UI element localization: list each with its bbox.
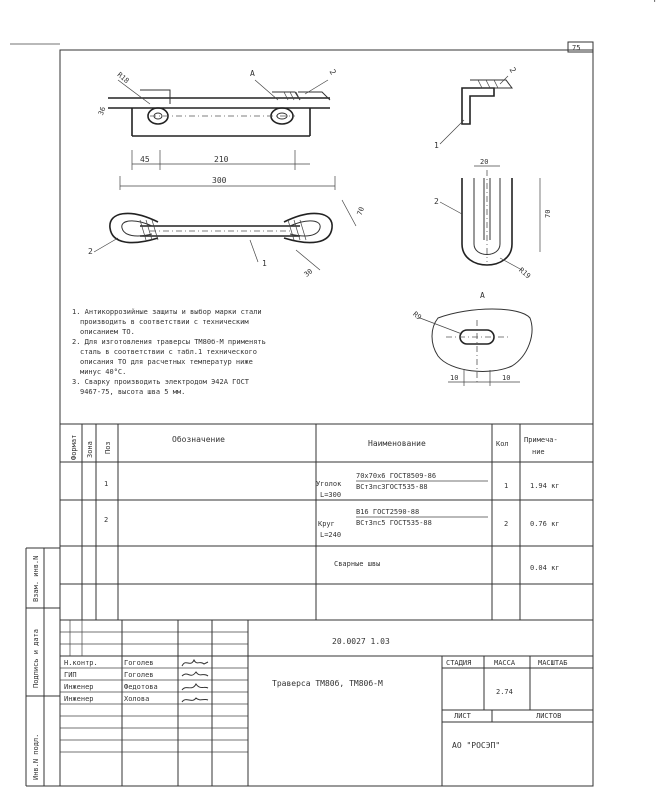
note-line: описания ТО для расчетных температур ниже bbox=[80, 358, 253, 366]
row2-length: L=240 bbox=[320, 531, 342, 539]
note-line: сталь в соответствии с табл.1 технического bbox=[80, 348, 258, 356]
title-block bbox=[60, 620, 593, 786]
signer-role: ГИП bbox=[64, 671, 77, 679]
mass-value: 2.74 bbox=[496, 688, 513, 696]
mass-label: МАССА bbox=[494, 659, 516, 667]
row1-spec-top: 70х70х6 ГОСТ8509-86 bbox=[356, 472, 437, 480]
dim-70-side: 70 bbox=[544, 209, 552, 218]
row2-name: Круг bbox=[318, 520, 335, 528]
pos-2-top: 2 bbox=[327, 67, 338, 77]
stamp-inv-original: Инв.N подл. bbox=[32, 733, 40, 780]
sheets-label: ЛИСТОВ bbox=[536, 712, 562, 720]
pos-2-side: 2 bbox=[507, 65, 518, 75]
signer-name: Гоголев bbox=[124, 659, 154, 667]
stamp-signature-date: Подпись и дата bbox=[32, 628, 40, 688]
pos-1-side: 1 bbox=[434, 141, 439, 150]
dim-36: 36 bbox=[96, 105, 108, 117]
sheet-number: 75 bbox=[572, 44, 581, 52]
header-note-1: Примеча- bbox=[524, 436, 558, 444]
pos-2-left: 2 bbox=[88, 247, 93, 256]
organization: АО "РОСЭП" bbox=[452, 741, 501, 750]
stage-label: СТАДИЯ bbox=[446, 659, 472, 667]
note-line: 2. Для изготовления траверсы ТМ80б-М применять bbox=[72, 338, 266, 346]
scale-label: МАСШТАБ bbox=[538, 659, 568, 667]
dim-30: 30 bbox=[302, 267, 315, 279]
header-zone: Зона bbox=[86, 441, 94, 458]
dim-r18: R18 bbox=[115, 70, 131, 86]
view-bottom bbox=[88, 200, 366, 279]
dim-r9: R9 bbox=[411, 310, 423, 322]
technical-notes bbox=[72, 308, 266, 396]
signer-name: Федотова bbox=[124, 683, 158, 691]
row2-spec-bottom: ВСт3пс5 ГОСТ535-88 bbox=[356, 519, 432, 527]
row3-name: Сварные швы bbox=[334, 560, 381, 568]
document-code: 20.0027 1.03 bbox=[332, 637, 390, 646]
row1-name: Уголок bbox=[316, 480, 342, 488]
dim-r19: R19 bbox=[517, 266, 533, 281]
header-note-2: ние bbox=[532, 448, 545, 456]
row3-note: 0.04 кг bbox=[530, 564, 560, 572]
dim-10-left: 10 bbox=[450, 374, 459, 382]
note-line: описанием ТО. bbox=[80, 328, 135, 336]
sheet-frame bbox=[10, 42, 593, 786]
view-top bbox=[97, 68, 338, 190]
signer-role: Инженер bbox=[64, 695, 94, 703]
row1-qty: 1 bbox=[504, 482, 509, 490]
note-line: 9467-75, высота шва 5 мм. bbox=[80, 388, 186, 396]
row2-note: 0.76 кг bbox=[530, 520, 560, 528]
dim-20-top: 20 bbox=[480, 158, 489, 166]
signer-name: Гоголев bbox=[124, 671, 154, 679]
stamp-replace-inv: Взам. инв.N bbox=[32, 555, 40, 602]
dim-210: 210 bbox=[214, 155, 229, 164]
note-line: 1. Антикоррозийные защиты и выбор марки стали bbox=[72, 308, 262, 316]
header-qty: Кол bbox=[496, 440, 509, 448]
row2-qty: 2 bbox=[504, 520, 509, 528]
row1-pos: 1 bbox=[104, 480, 109, 488]
row1-length: L=300 bbox=[320, 491, 342, 499]
view-u-loop bbox=[434, 158, 552, 280]
dim-45: 45 bbox=[140, 155, 150, 164]
header-format: Формат bbox=[70, 434, 78, 460]
pos-2-u: 2 bbox=[434, 197, 439, 206]
dim-70-bottom: 70 bbox=[355, 205, 367, 217]
signature-scribble bbox=[182, 660, 208, 666]
signature-scribble bbox=[182, 684, 208, 690]
ref-a-detail: A bbox=[480, 291, 485, 300]
row1-spec-bottom: ВСт3пс3ГОСТ535-88 bbox=[356, 483, 428, 491]
header-designation: Обозначение bbox=[172, 435, 225, 444]
row2-pos: 2 bbox=[104, 516, 109, 524]
header-name: Наименование bbox=[368, 439, 426, 448]
dim-300: 300 bbox=[212, 176, 227, 185]
signer-name: Холова bbox=[124, 695, 150, 703]
header-pos: Поз bbox=[104, 441, 112, 454]
side-stamps bbox=[26, 548, 60, 786]
signature-scribble bbox=[182, 672, 208, 676]
dim-10-right: 10 bbox=[502, 374, 511, 382]
spec-table bbox=[60, 424, 593, 620]
pos-1-bottom: 1 bbox=[262, 259, 267, 268]
view-detail-a bbox=[411, 291, 532, 386]
row2-spec-top: В16 ГОСТ2590-88 bbox=[356, 508, 420, 516]
drawing-title: Траверса ТМ80б, ТМ80б-М bbox=[272, 679, 383, 688]
sheet-label: ЛИСТ bbox=[454, 712, 471, 720]
signature-scribble bbox=[182, 698, 208, 702]
ref-a-top: A bbox=[250, 69, 255, 78]
note-line: 3. Сварку производить электродом Э42А ГОСТ bbox=[72, 378, 250, 386]
signer-role: Инженер bbox=[64, 683, 94, 691]
note-line: производить в соответствии с техническим bbox=[80, 318, 249, 326]
accent-mark: ' bbox=[652, 0, 658, 9]
note-line: минус 40°С. bbox=[80, 368, 127, 376]
signer-role: Н.контр. bbox=[64, 659, 98, 667]
view-side bbox=[434, 66, 518, 150]
row1-note: 1.94 кг bbox=[530, 482, 560, 490]
